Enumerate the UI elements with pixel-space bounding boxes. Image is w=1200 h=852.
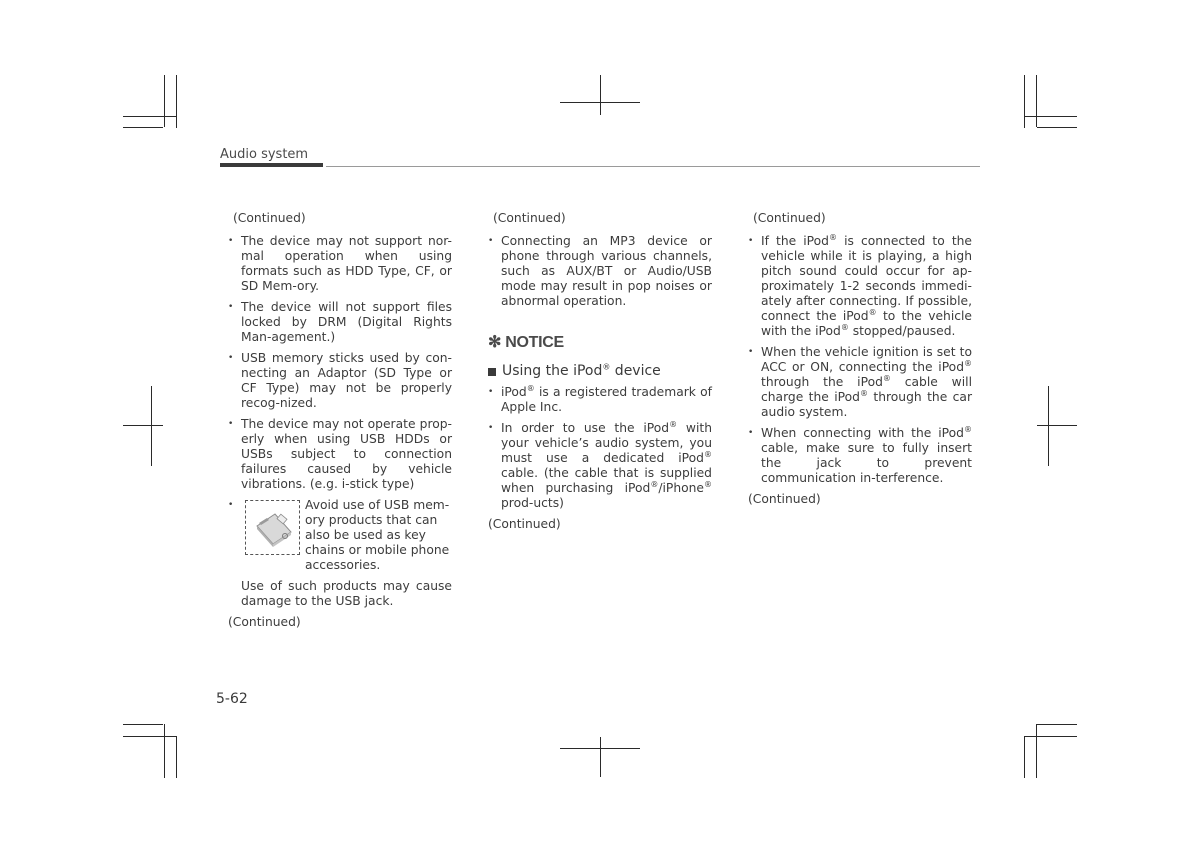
crop-mark xyxy=(123,127,163,128)
page-number: 5-62 xyxy=(216,691,248,707)
crop-mark xyxy=(1037,724,1077,725)
column-2 xyxy=(488,211,712,540)
list-item: • The device will not support files locked by DRM (Digital Rights Man-agement.) xyxy=(228,300,452,345)
column-3 xyxy=(748,211,972,515)
crop-mark xyxy=(123,736,176,737)
continued-label: (Continued) xyxy=(753,211,826,225)
crop-mark xyxy=(1037,127,1077,128)
list-item: • The device may not operate prop-erly when using USB HDDs or USBs subject to connection failures caused by vehicle vibrations. (e.g. i-stick type) xyxy=(228,417,452,492)
bullet-list xyxy=(748,234,972,486)
column-1 xyxy=(228,211,452,638)
continued-label: (Continued) xyxy=(233,211,306,225)
crop-mark xyxy=(123,724,163,725)
list-item: • iPod® is a registered trademark of Apple Inc. xyxy=(488,385,712,415)
crop-mark xyxy=(600,737,601,777)
continued-label: (Continued) xyxy=(228,615,301,629)
header-rule xyxy=(326,166,980,167)
crop-mark xyxy=(1024,75,1025,128)
bullet-list xyxy=(228,234,452,609)
crop-mark xyxy=(176,736,177,778)
usb-warning-followup: Use of such products may cause damage to the USB jack. xyxy=(241,579,452,608)
list-item: • USB memory sticks used by con-necting an Adaptor (SD Type or CF Type) may not be properly recog-nized. xyxy=(228,351,452,411)
continued-label: (Continued) xyxy=(748,492,821,506)
usb-stick-icon xyxy=(251,508,295,548)
crop-mark xyxy=(123,425,163,426)
crop-mark xyxy=(600,75,601,115)
list-item: • When the vehicle ignition is set to ACC or ON, connecting the iPod® through the iPod® cable will charge the iPod® through the car audio system. xyxy=(748,345,972,420)
crop-mark xyxy=(1024,736,1025,778)
list-item: • Connecting an MP3 device or phone through various channels, such as AUX/BT or Audio/USB mode may result in pop noises or abnormal operation. xyxy=(488,234,712,309)
bullet-list xyxy=(488,234,712,309)
crop-mark xyxy=(560,748,640,749)
section-title: Audio system xyxy=(220,147,309,162)
list-item: • If the iPod® is connected to the vehicle while it is playing, a high pitch sound could occur for ap-proximately 1-2 seconds immedi-ately after connecting. If possible, connect the iPod® to the vehicle with the iPod® stopped/paused. xyxy=(748,234,972,339)
crop-mark xyxy=(560,102,640,103)
crop-mark xyxy=(164,75,165,127)
crop-mark xyxy=(123,116,176,117)
section-underline-bar xyxy=(220,163,323,167)
crop-mark xyxy=(1036,75,1037,127)
usb-warning-text: • Avoid use of USB mem-ory products that can also be used as key chains or mobile phone accessories. xyxy=(305,498,450,572)
list-item: • The device may not support nor-mal operation when using formats such as HDD Type, CF, or SD Mem-ory. xyxy=(228,234,452,294)
crop-mark xyxy=(1024,736,1077,737)
bullet-list xyxy=(488,385,712,511)
square-bullet-icon xyxy=(488,368,496,376)
continued-label: (Continued) xyxy=(488,517,561,531)
crop-mark xyxy=(1048,386,1049,466)
continued-label: (Continued) xyxy=(493,211,566,225)
list-item-usb-warning xyxy=(228,498,452,609)
usb-stick-image xyxy=(245,500,300,555)
crop-mark xyxy=(151,386,152,466)
crop-mark xyxy=(1024,116,1077,117)
crop-mark xyxy=(1037,425,1077,426)
notice-subheading: Using the iPod® device xyxy=(488,364,712,379)
crop-mark xyxy=(164,724,165,778)
crop-mark xyxy=(1036,724,1037,778)
crop-mark xyxy=(176,75,177,128)
list-item: • When connecting with the iPod® cable, make sure to fully insert the jack to prevent communication in-terference. xyxy=(748,426,972,486)
list-item: • In order to use the iPod® with your vehicle’s audio system, you must use a dedicated iPod® cable. (the cable that is supplied when purchasing iPod®/iPhone® prod-ucts) xyxy=(488,421,712,511)
notice-heading: ✻ NOTICE xyxy=(488,334,564,351)
